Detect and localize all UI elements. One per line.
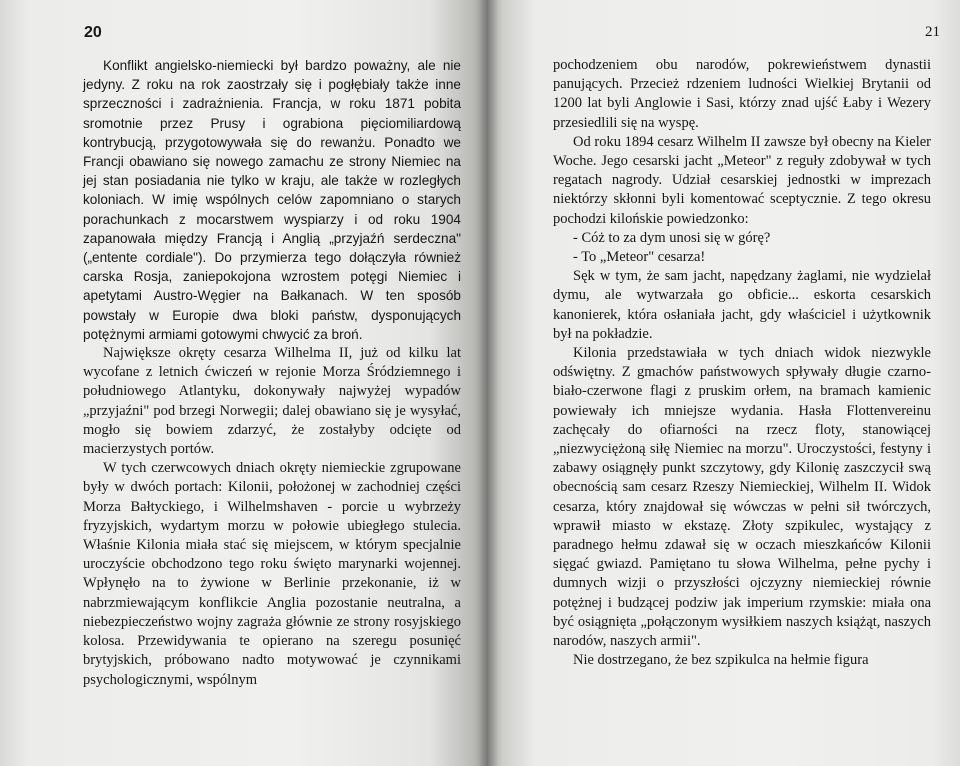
right-page-number: 21 [925, 24, 940, 40]
right-page [488, 0, 960, 766]
right-paragraph-4: Kilonia przedstawiała w tych dniach widok niezwykle odświętny. Z gmachów państwowych spływały długie czarno-biało-czerwone flagi z pruskim orłem, na bramach kamienic powiewały ich mniejsze wydania. Hasła Flottenvereinu zachęcały do ofiarności na rzecz floty, stanowiącej „niezwyciężoną siłę Niemiec na morzu". Uroczystości, festyny i zabawy osiągnęły punkt szczytowy, gdy Kilonię zaszczycił swą obecnością sam cesarz Rzeszy Niemieckiej, Wilhelm II. Widok cesarza, który znajdował się wówczas w pełni sił twórczych, wprawił miasto w ekstazę. Złoty szpikulec, wystający z paradnego hełmu zdawał się w oczach mieszkańców Kilonii sięgać gwiazd. Pamiętano tu słowa Wilhelma, pełne pychy i dumnych wizji o przyszłości ojczyzny niemieckiej równie potężnej i budzącej podziw jak imperium rzymskie: miała ona być osiągnięta „połączonym wysiłkiem naszych książąt, naszych narodów, naszych armii". [553, 345, 931, 650]
right-paragraph-2: Od roku 1894 cesarz Wilhelm II zawsze był obecny na Kieler Woche. Jego cesarski jacht „Meteor" z reguły zdobywał w tych regatach nagrody. Udział cesarskiej jednostki w imprezach niektórzy skłonni byli komentować sceptycznie. Z tego okresu pochodzi kilońskie powiedzonko: [553, 133, 931, 227]
left-paragraph-3: W tych czerwcowych dniach okręty niemieckie zgrupowane były w dwóch portach: Kilonii, położonej w zachodniej części Morza Bałtyckiego, i Wilhelmshaven - porcie u wybrzeży fryzyjskich, wydartym morzu w połowie ubiegłego stulecia. Właśnie Kilonia miała stać się miejscem, w którym specjalnie uroczyście obchodzono tego roku święto marynarki wojennej. Wpłynęło na to żywione w Berlinie przekonanie, iż w nabrzmiewającym konflikcie Anglia pozostanie neutralna, a niebezpieczeństwo wojny zagraża głównie ze strony rosyjskiego kolosa. Przewidywania te opierano na szeregu posunięć brytyjskich, próbowano nadto motywować je czynnikami psychologicznymi, wspólnym [83, 460, 461, 688]
left-page-text [83, 56, 461, 690]
right-page-text [553, 56, 931, 671]
right-paragraph-5: Nie dostrzegano, że bez szpikulca na hełmie figura [573, 652, 869, 669]
right-paragraph-3: Sęk w tym, że sam jacht, napędzany żaglami, nie wydzielał dymu, ale wytwarzała go obficie... eskorta cesarskich kanonierek, która osłaniała jacht, gdy właściciel i użytkownik był na pokładzie. [553, 268, 931, 342]
left-paragraph-2: Największe okręty cesarza Wilhelma II, już od kilku lat wycofane z letnich ćwiczeń w rejonie Morza Śródziemnego i południowego Atlantyku, dokonywały najwyżej wypadów „przyjaźni" pod brzegi Norwegii; dalej obawiano się je wysyłać, mogło się bowiem zdarzyć, że zostałyby odcięte od macierzystych portów. [83, 345, 461, 458]
right-paragraph-1: pochodzeniem obu narodów, pokrewieństwem dynastii panujących. Przecież rdzeniem ludności Wielkiej Brytanii od 1200 lat byli Anglowie i Sasi, którzy znad ujść Łaby i Wezery przesiedlili się na wyspę. [553, 57, 931, 131]
right-dialogue-line-2: - To „Meteor" cesarza! [573, 249, 706, 266]
right-dialogue-line-1: - Cóż to za dym unosi się w górę? [573, 229, 771, 246]
left-page-number: 20 [84, 24, 102, 41]
left-paragraph-1: Konflikt angielsko-niemiecki był bardzo poważny, ale nie jedyny. Z roku na rok zaostrzały się i pogłębiały także inne sprzeczności i zadrażnienia. Francja, w roku 1871 pobita sromotnie przez Prusy i ograbiona pięciomiliardową kontrybucją, przygotowywała się do rewanżu. Ponadto we Francji obawiano się nowego zamachu ze strony Niemiec na jej stan posiadania nie tylko w kraju, ale także w rozległych koloniach. W imię wspólnych celów zapomniano o starych porachunkach z mocarstwem wyspiarzy i od roku 1904 zapanowała między Francją i Anglią „przyjaźń serdeczna" („entente cordiale"). Do przymierza tego dołączyła również carska Rosja, zaniepokojona wzrostem potęgi Niemiec i apetytami Austro-Węgier na Bałkanach. W ten sposób powstały w Europie dwa bloki państw, dysponujących potężnymi armiami gotowymi chwycić za broń. [83, 58, 461, 342]
